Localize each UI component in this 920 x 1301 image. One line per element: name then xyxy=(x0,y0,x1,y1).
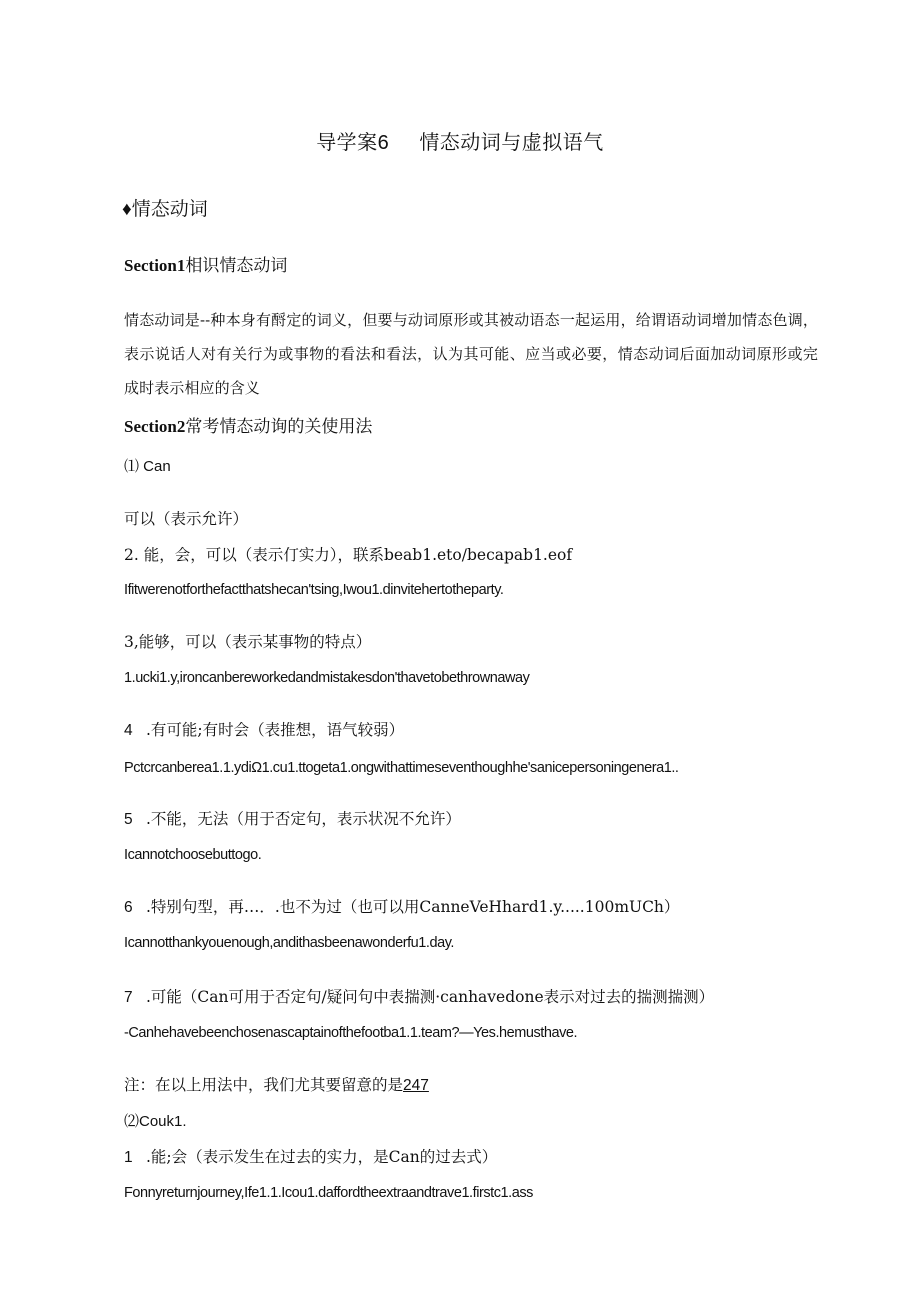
could-example-1: Fonnyreturnjourney,Ife1.1.Icou1.daffordtheextraandtrave1.firstc1.ass xyxy=(124,1185,533,1201)
note-line xyxy=(124,1073,429,1095)
usage-text: .有可能;有时会（表推想，语气较弱） xyxy=(146,721,405,739)
item-number: 6 xyxy=(124,899,133,916)
can-example-6: Icannotthankyouenough,andithasbeenawonderfu1.day. xyxy=(124,935,454,951)
usage-text: .能;会（表示发生在过去的实力，是Can的过去式） xyxy=(146,1148,498,1166)
usage-text: .特别句型，再…．.也不为过（也可以用CanneVeHhard1.y.....100mUCh） xyxy=(146,898,680,916)
can-usage-1: 可以（表示允许） xyxy=(124,510,249,528)
can-example-5: Icannotchoosebuttogo. xyxy=(124,847,262,863)
heading-modal-verbs: ♦情态动词 xyxy=(122,199,208,220)
title-topic: 情态动词与虚拟语气 xyxy=(419,132,604,154)
page-title xyxy=(0,126,920,155)
section1-text: 相识情态动词 xyxy=(185,256,288,275)
can-example-7: -Canhehavebeenchosenascaptainofthefootba1.1.team?—Yes.hemusthave. xyxy=(124,1025,578,1041)
section1-label: Section1 xyxy=(124,256,186,275)
can-example-4: Pctcrcanberea1.1.ydiΩ1.cu1.ttogeta1.ongwithattimeseventhoughhe'sanicepersoningenera1.. xyxy=(124,760,679,776)
can-usage-5 xyxy=(124,807,461,829)
can-header: ⑴ Can xyxy=(124,458,171,475)
can-usage-3: 3,能够，可以（表示某事物的特点） xyxy=(124,633,372,651)
item-number: 7 xyxy=(124,989,133,1006)
usage-text: .不能，无法（用于否定句，表示状况不允许） xyxy=(146,810,461,828)
could-header: ⑵Couk1. xyxy=(124,1113,187,1130)
section2-heading xyxy=(124,412,372,437)
item-number: 4 xyxy=(124,722,133,739)
section1-heading xyxy=(124,251,287,276)
title-lesson-number: 导学案6 xyxy=(316,132,390,154)
can-usage-7 xyxy=(124,985,714,1007)
note-text: 注：在以上用法中，我们尤其要留意的是 xyxy=(124,1076,404,1094)
usage-text: .可能（Can可用于否定句/疑问句中表揣测·canhavedone表示对过去的揣测揣测） xyxy=(146,988,715,1006)
can-example-2: Ifitwerenotforthefactthatshecan'tsing,Iwou1.dinvitehertotheparty. xyxy=(124,582,504,598)
could-usage-1 xyxy=(124,1145,497,1167)
can-usage-2: 2. 能，会，可以（表示仃实力），联系beab1.eto/becapab1.eof xyxy=(124,546,573,564)
intro-paragraph: 情态动词是--种本身有酹定的词义，但要与动词原形或其被动语态一起运用，给谓语动词增加情态色调，表示说话人对有关行为或事物的看法和看法，认为其可能、应当或必要，情态动词后面加动词原形或完成时表示相应的含义 xyxy=(124,311,818,397)
section2-text: 常考情态动询的关使用法 xyxy=(185,417,373,436)
can-usage-6 xyxy=(124,895,679,917)
section2-label: Section2 xyxy=(124,417,186,436)
item-number: 1 xyxy=(124,1149,133,1166)
note-highlight: 247 xyxy=(403,1077,429,1094)
can-example-3: 1.ucki1.y,ironcanbereworkedandmistakesdon'thavetobethrownaway xyxy=(124,670,530,686)
can-usage-4 xyxy=(124,718,404,740)
item-number: 5 xyxy=(124,811,133,828)
